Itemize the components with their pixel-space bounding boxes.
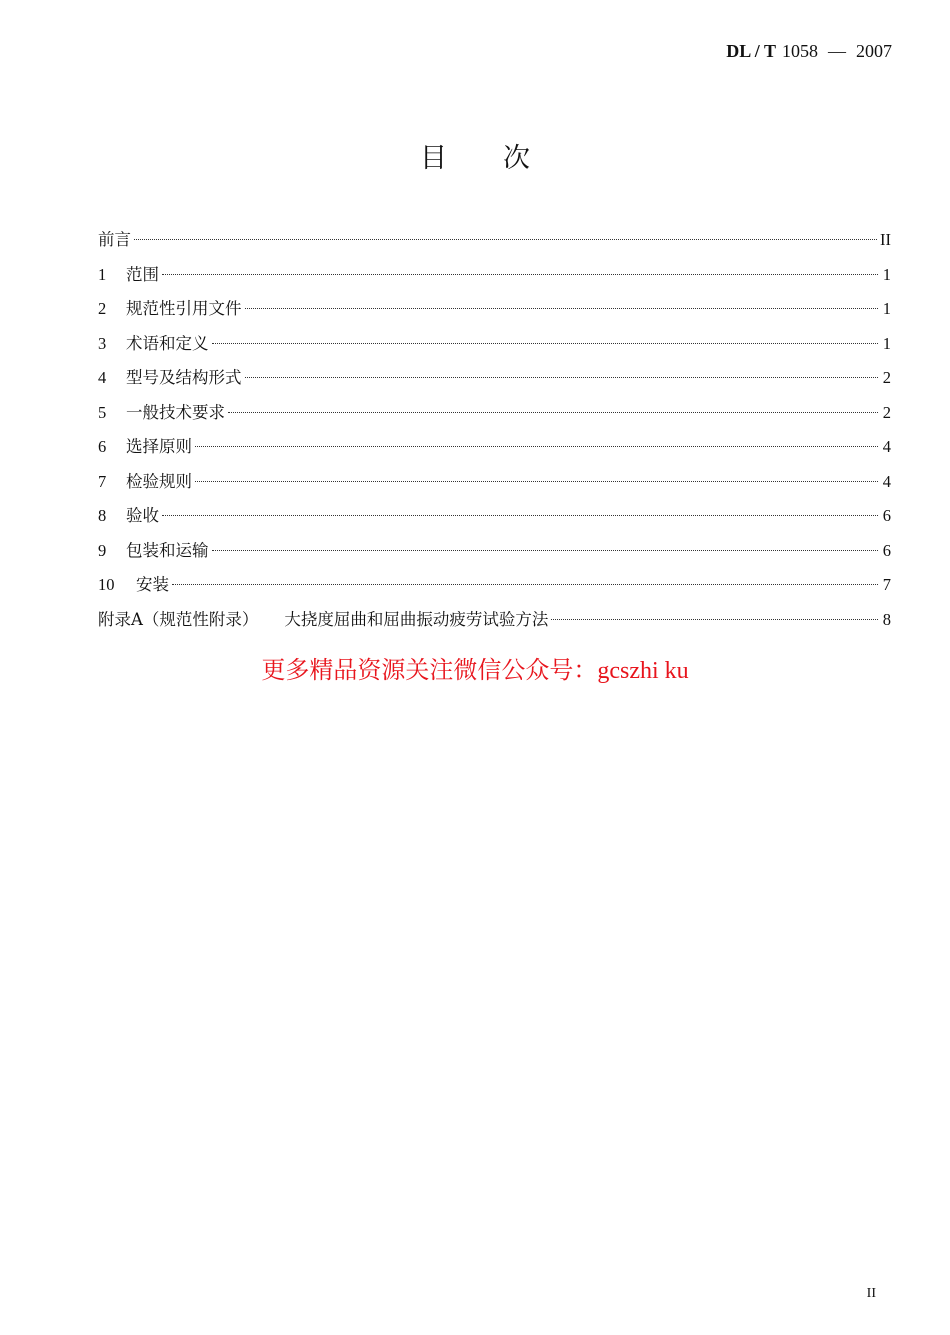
- dot-leader: [134, 239, 877, 240]
- toc-entry-label: 包装和运输: [126, 540, 209, 560]
- standard-year: 2007: [856, 41, 892, 61]
- page-title: [0, 136, 950, 175]
- toc-entry-label: 前言: [98, 230, 131, 249]
- toc-entry-4[interactable]: [98, 365, 891, 400]
- toc-entry-number: 9: [98, 540, 107, 560]
- toc-entry-appendix-a[interactable]: [98, 607, 891, 642]
- toc-entry-6[interactable]: [98, 434, 891, 469]
- toc-entry-page: 8: [882, 609, 891, 629]
- document-header: [726, 41, 892, 62]
- title-char-1: 目: [420, 143, 447, 174]
- toc-entry-number: 2: [98, 299, 107, 318]
- toc-entry-number: 8: [98, 506, 107, 525]
- toc-entry-foreword[interactable]: [98, 227, 891, 262]
- toc-entry-label: 选择原则: [126, 437, 192, 456]
- toc-entry-number: 10: [98, 575, 115, 594]
- toc-entry-number: 5: [98, 402, 107, 422]
- toc-entry-page: 1: [882, 299, 891, 318]
- standard-code: DL / T: [726, 41, 776, 61]
- toc-entry-label: 一般技术要求: [126, 402, 225, 422]
- toc-entry-1[interactable]: [98, 262, 891, 297]
- dot-leader: [245, 308, 879, 309]
- toc-entry-label: 验收: [126, 506, 159, 525]
- toc-entry-label: 型号及结构形式: [126, 368, 242, 387]
- dot-leader: [162, 515, 878, 516]
- toc-entry-label: 检验规则: [126, 471, 192, 491]
- toc-entry-number: 7: [98, 471, 107, 491]
- toc-entry-page: 4: [882, 471, 891, 491]
- toc-entry-8[interactable]: [98, 503, 891, 538]
- toc-entry-label: 范围: [126, 264, 159, 284]
- toc-entry-10[interactable]: [98, 572, 891, 607]
- toc-entry-number: 3: [98, 333, 107, 353]
- dot-leader: [162, 274, 878, 275]
- toc-entry-label: 安装: [136, 575, 169, 594]
- appendix-title: 大挠度屈曲和屈曲振动疲劳试验方法: [284, 609, 549, 629]
- toc-entry-page: 2: [882, 368, 891, 387]
- toc-entry-page: 2: [882, 402, 891, 422]
- dot-leader: [212, 550, 879, 551]
- dot-leader: [228, 412, 878, 413]
- toc-entry-number: 1: [98, 264, 107, 284]
- standard-number: 1058: [782, 41, 818, 61]
- watermark-account: gcszhi ku: [597, 658, 689, 684]
- appendix-designation: 附录A（规范性附录）: [98, 609, 259, 629]
- dot-leader: [212, 343, 879, 344]
- toc-entry-page: 6: [882, 540, 891, 560]
- promo-watermark: [0, 650, 950, 685]
- dot-leader: [195, 446, 878, 447]
- toc-entry-page: II: [880, 230, 891, 249]
- toc-entry-number: 6: [98, 437, 107, 456]
- toc-entry-page: 6: [882, 506, 891, 525]
- dot-leader: [195, 481, 878, 482]
- toc-entry-label: 规范性引用文件: [126, 299, 242, 318]
- toc-entry-2[interactable]: [98, 296, 891, 331]
- toc-entry-7[interactable]: [98, 469, 891, 504]
- toc-entry-page: 7: [882, 575, 891, 594]
- toc-entry-3[interactable]: [98, 331, 891, 366]
- toc-entry-page: 1: [882, 264, 891, 284]
- dot-leader: [172, 584, 878, 585]
- dot-leader: [245, 377, 879, 378]
- title-char-2: 次: [503, 143, 530, 174]
- toc-entry-5[interactable]: [98, 400, 891, 435]
- toc-entry-label: [98, 607, 548, 633]
- toc-entry-page: 4: [882, 437, 891, 456]
- toc-entry-number: 4: [98, 368, 107, 387]
- header-dash: —: [828, 41, 846, 61]
- page-number: II: [866, 1286, 876, 1301]
- watermark-text: 更多精品资源关注微信公众号：: [261, 656, 598, 684]
- toc-entry-page: 1: [882, 333, 891, 353]
- toc-entry-9[interactable]: [98, 538, 891, 573]
- table-of-contents: [98, 227, 891, 641]
- dot-leader: [551, 619, 878, 620]
- toc-entry-label: 术语和定义: [126, 333, 209, 353]
